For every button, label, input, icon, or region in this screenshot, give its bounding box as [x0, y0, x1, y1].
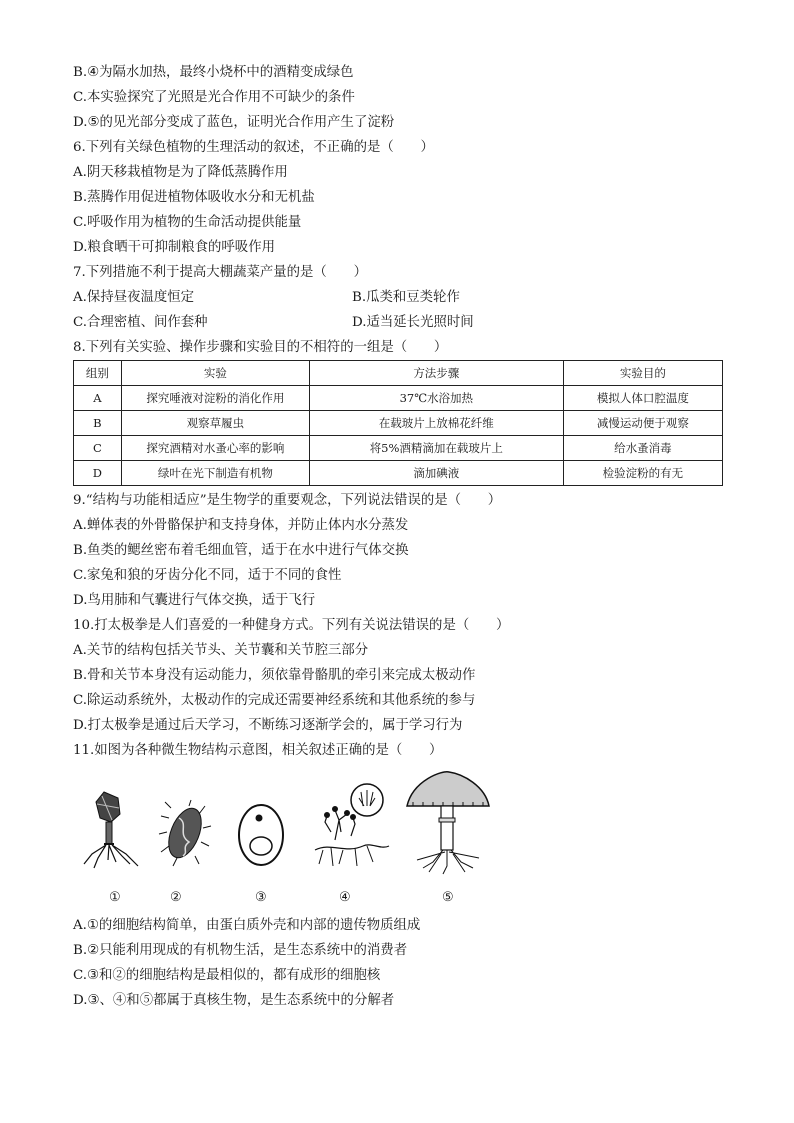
q6-stem: 6.下列有关绿色植物的生理活动的叙述，不正确的是（ ）: [73, 140, 434, 155]
table-cell: 检验淀粉的有无: [563, 461, 722, 486]
figure-label-2: ②: [170, 890, 182, 905]
table-header-row: [74, 361, 723, 386]
q7-option-d: D.适当延长光照时间: [352, 315, 474, 330]
table-cell: 37℃水浴加热: [309, 386, 563, 411]
table-cell: A: [74, 386, 122, 411]
mushroom-illustration: [403, 770, 493, 875]
q7-option-c: C.合理密植、间作套种: [73, 315, 208, 330]
q10-stem: 10.打太极拳是人们喜爱的一种健身方式。下列有关说法错误的是（ ）: [73, 618, 510, 633]
yeast-illustration: [231, 800, 291, 870]
mold-illustration: [311, 780, 391, 870]
q10-option-a: A.关节的结构包括关节头、关节囊和关节腔三部分: [73, 643, 369, 658]
header-experiment: 实验: [121, 361, 309, 386]
table-row: [74, 386, 723, 411]
q5-option-b: B.④为隔水加热，最终小烧杯中的酒精变成绿色: [73, 65, 354, 80]
table-cell: 观察草履虫: [121, 411, 309, 436]
q11-option-c: C.③和②的细胞结构是最相似的，都有成形的细胞核: [73, 968, 381, 983]
q6-option-a: A.阴天移栽植物是为了降低蒸腾作用: [73, 165, 288, 180]
bacterium-illustration: [155, 798, 215, 868]
experiment-table: [73, 360, 723, 486]
table-cell: C: [74, 436, 122, 461]
q10-option-c: C.除运动系统外，太极动作的完成还需要神经系统和其他系统的参与: [73, 693, 476, 708]
table-row: [74, 461, 723, 486]
header-group: 组别: [74, 361, 122, 386]
virus-illustration: [78, 790, 148, 870]
q6-option-d: D.粮食晒干可抑制粮食的呼吸作用: [73, 240, 275, 255]
figure-label-3: ③: [255, 890, 267, 905]
table-row: [74, 411, 723, 436]
table-cell: 模拟人体口腔温度: [563, 386, 722, 411]
header-method: 方法步骤: [309, 361, 563, 386]
q7-option-b: B.瓜类和豆类轮作: [352, 290, 460, 305]
q5-option-d: D.⑤的见光部分变成了蓝色，证明光合作用产生了淀粉: [73, 115, 395, 130]
table-cell: 探究酒精对水蚤心率的影响: [121, 436, 309, 461]
q11-option-d: D.③、④和⑤都属于真核生物，是生态系统中的分解者: [73, 993, 395, 1008]
figure-label-4: ④: [339, 890, 351, 905]
figure-label-1: ①: [109, 890, 121, 905]
table-cell: 在载玻片上放棉花纤维: [309, 411, 563, 436]
q5-option-c: C.本实验探究了光照是光合作用不可缺少的条件: [73, 90, 355, 105]
q11-option-a: A.①的细胞结构简单，由蛋白质外壳和内部的遗传物质组成: [73, 918, 421, 933]
q6-option-b: B.蒸腾作用促进植物体吸收水分和无机盐: [73, 190, 315, 205]
q10-option-d: D.打太极拳是通过后天学习，不断练习逐渐学会的，属于学习行为: [73, 718, 463, 733]
table-cell: B: [74, 411, 122, 436]
q9-option-d: D.鸟用肺和气囊进行气体交换，适于飞行: [73, 593, 316, 608]
q9-option-b: B.鱼类的鳃丝密布着毛细血管，适于在水中进行气体交换: [73, 543, 409, 558]
table-cell: 绿叶在光下制造有机物: [121, 461, 309, 486]
table-cell: 探究唾液对淀粉的消化作用: [121, 386, 309, 411]
table-cell: D: [74, 461, 122, 486]
table-cell: 给水蚤消毒: [563, 436, 722, 461]
q10-option-b: B.骨和关节本身没有运动能力，须依靠骨骼肌的牵引来完成太极动作: [73, 668, 476, 683]
table-cell: 将5%酒精滴加在载玻片上: [309, 436, 563, 461]
table-cell: 滴加碘液: [309, 461, 563, 486]
microorganism-figure: [73, 770, 513, 910]
q11-stem: 11.如图为各种微生物结构示意图，相关叙述正确的是（ ）: [73, 743, 443, 758]
q7-option-a: A.保持昼夜温度恒定: [73, 290, 195, 305]
header-purpose: 实验目的: [563, 361, 722, 386]
q11-option-b: B.②只能利用现成的有机物生活，是生态系统中的消费者: [73, 943, 408, 958]
q7-stem: 7.下列措施不利于提高大棚蔬菜产量的是（ ）: [73, 265, 367, 280]
figure-label-5: ⑤: [442, 890, 454, 905]
q9-option-c: C.家兔和狼的牙齿分化不同，适于不同的食性: [73, 568, 342, 583]
q9-stem: 9.“结构与功能相适应”是生物学的重要观念，下列说法错误的是（ ）: [73, 493, 502, 508]
table-cell: 减慢运动便于观察: [563, 411, 722, 436]
q8-stem: 8.下列有关实验、操作步骤和实验目的不相符的一组是（ ）: [73, 340, 448, 355]
table-row: [74, 436, 723, 461]
q9-option-a: A.蝉体表的外骨骼保护和支持身体，并防止体内水分蒸发: [73, 518, 409, 533]
q6-option-c: C.呼吸作用为植物的生命活动提供能量: [73, 215, 302, 230]
